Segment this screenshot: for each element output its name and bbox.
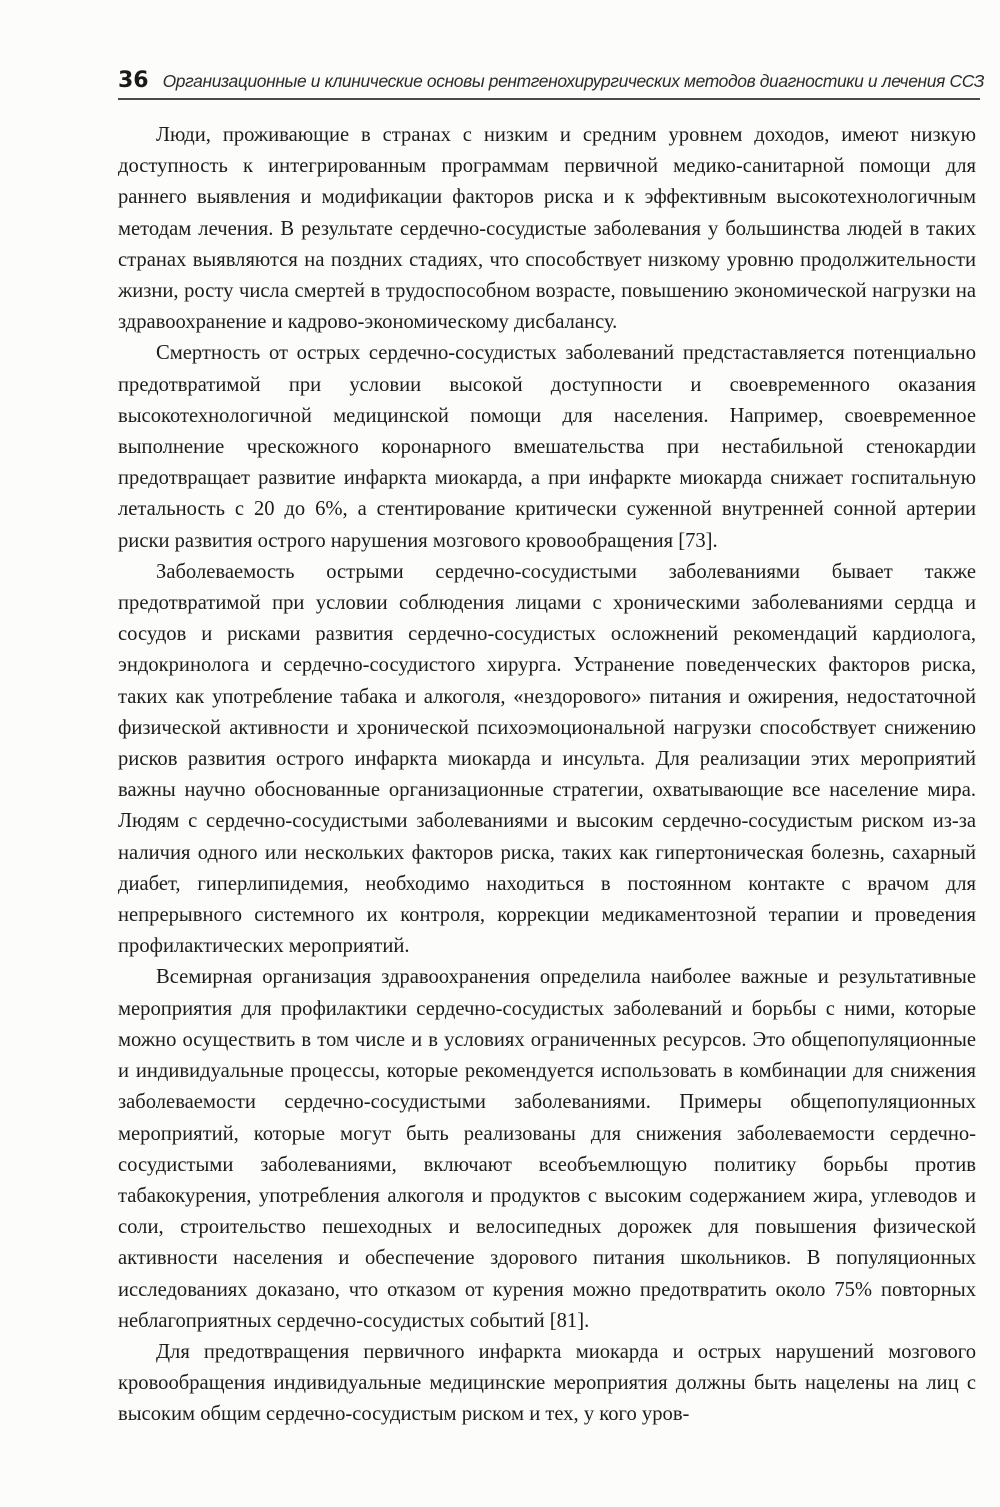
paragraph-2: Смертность от острых сердечно-сосудистых заболеваний предстаставляется потенциально предотвратимой при условии высокой доступности и своевременного оказания высокотехнологичной медицинской помощи для населения. Например, своевременное выполнение чрескожного коронарного вмешательства при нестабильной стенокардии предотвращает развитие инфаркта миокарда, а при инфаркте миокарда снижает госпитальную летальность с 20 до 6%, а стентирование критически суженной внутренней сонной артерии риски развития острого нарушения мозгового кровообращения [73]. (118, 342, 976, 552)
body-text (118, 120, 976, 1431)
running-title: Организационные и клинические основы рентгенохирургических методов диагностики и лечения ССЗ (162, 71, 985, 92)
paragraph-1: Люди, проживающие в странах с низким и средним уровнем доходов, имеют низкую доступность к интегрированным программам первичной медико-санитарной помощи для раннего выявления и модификации факторов риска и к эффективным высокотехнологичным методам лечения. В результате сердечно-сосудистые заболевания у большинства людей в таких странах выявляются на поздних стадиях, что способствует низкому уровню продолжительности жизни, росту числа смертей в трудоспособном возрасте, повышению экономической нагрузки на здравоохранение и кадрово-экономическому дисбалансу. (118, 124, 976, 334)
paragraph-4: Всемирная организация здравоохранения определила наиболее важные и результативные мероприятия для профилактики сердечно-сосудистых заболеваний и борьбы с ними, которые можно осуществить в том числе и в условиях ограниченных ресурсов. Это общепопуляционные и индивидуальные процессы, которые рекомендуется использовать в комбинации для снижения заболеваемости сердечно-сосудистыми заболеваниями. Примеры общепопуляционных мероприятий, которые могут быть реализованы для снижения заболеваемости сердечно-сосудистыми заболеваниями, включают всеобъемлющую политику борьбы против табакокурения, употребления алкоголя и продуктов с высоким содержанием жира, углеводов и соли, строительство пешеходных и велосипедных дорожек для повышения физической активности населения и обеспечение здорового питания школьников. В популяционных исследованиях доказано, что отказом от курения можно предотвратить около 75% повторных неблагоприятных сердечно-сосудистых событий [81]. (118, 966, 976, 1332)
running-header (118, 60, 985, 100)
page-number: 36 (118, 68, 149, 93)
paragraph-3: Заболеваемость острыми сердечно-сосудистыми заболеваниями бывает также предотвратимой при условии соблюдения лицами с хроническими заболеваниями сердца и сосудов и рисками развития сердечно-сосудистых осложнений рекомендаций кардиолога, эндокринолога и сердечно-сосудистого хирурга. Устранение поведенческих факторов риска, таких как употребление табака и алкоголя, «нездорового» питания и ожирения, недостаточной физической активности и хронической психоэмоциональной нагрузки способствует снижению рисков развития острого инфаркта миокарда и инсульта. Для реализации этих мероприятий важны научно обоснованные организационные стратегии, охватывающие все население мира. Людям с сердечно-сосудистыми заболеваниями и высоким сердечно-сосудистым риском из-за наличия одного или нескольких факторов риска, таких как гипертоническая болезнь, сахарный диабет, гиперлипидемия, необходимо находиться в постоянном контакте с врачом для непрерывного системного их контроля, коррекции медикаментозной терапии и проведения профилактических мероприятий. (118, 560, 976, 958)
paragraph-5: Для предотвращения первичного инфаркта миокарда и острых нарушений мозгового кровообращения индивидуальные медицинские мероприятия должны быть нацелены на лиц с высоким общим сердечно-сосудистым риском и тех, у кого уров- (118, 1340, 976, 1426)
